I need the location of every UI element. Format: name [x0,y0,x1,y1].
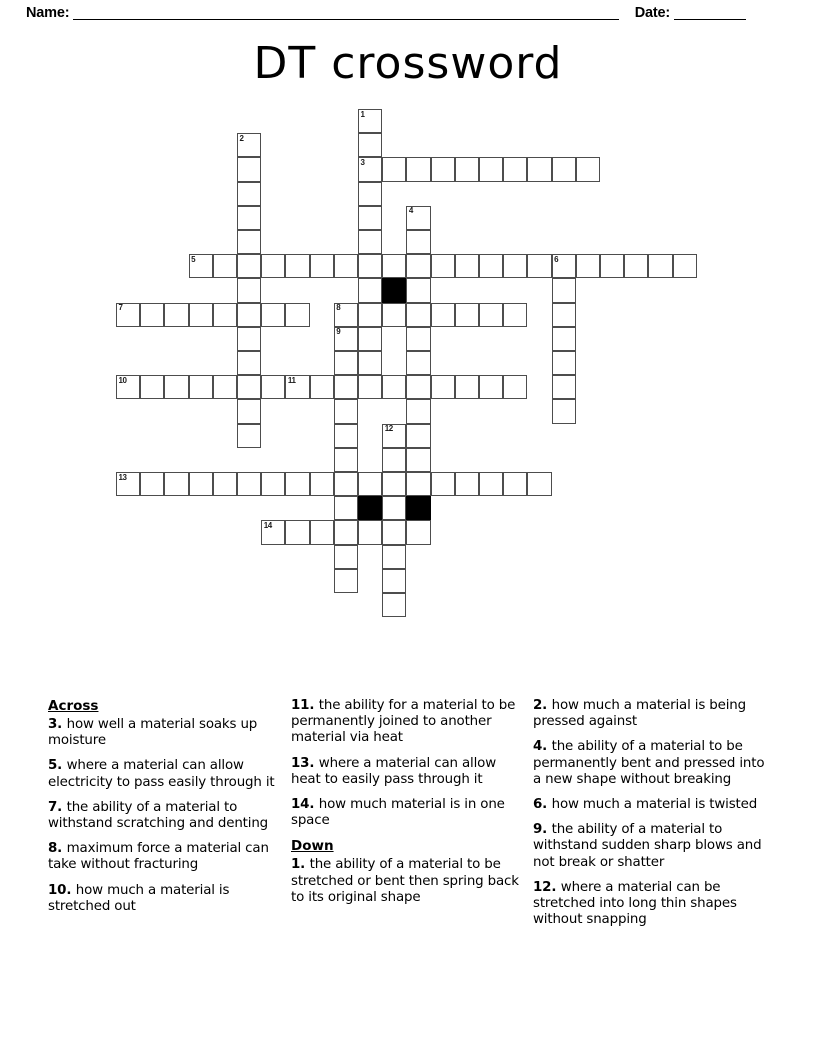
grid-cell-number: 5 [191,254,196,264]
grid-cell[interactable] [237,327,261,351]
grid-cell[interactable] [406,399,430,423]
grid-cell[interactable] [382,303,406,327]
grid-cell-number: 1 [360,109,365,119]
grid-cell[interactable] [213,472,237,496]
grid-cell[interactable] [431,254,455,278]
grid-cell[interactable] [237,230,261,254]
grid-cell[interactable] [552,351,576,375]
grid-cell[interactable] [503,472,527,496]
clue-text: where a material can be stretched into long thin shapes without snapping [533,879,737,928]
grid-cell[interactable] [673,254,697,278]
grid-cell[interactable] [189,254,213,278]
grid-cell[interactable] [261,303,285,327]
clue-text: how well a material soaks up moisture [48,717,258,749]
grid-cell[interactable] [213,254,237,278]
grid-cell[interactable] [431,303,455,327]
grid-cell[interactable] [479,375,503,399]
grid-cell[interactable] [310,375,334,399]
grid-cell[interactable] [140,375,164,399]
grid-cell[interactable] [382,472,406,496]
grid-cell[interactable] [261,254,285,278]
grid-cell[interactable] [406,206,430,230]
grid-cell[interactable] [455,157,479,181]
grid-cell[interactable] [213,375,237,399]
grid-cell-number: 3 [360,157,365,167]
grid-cell[interactable] [382,424,406,448]
clue-number: 5. [48,758,67,774]
grid-cell[interactable] [358,303,382,327]
grid-cell[interactable] [116,472,140,496]
grid-cell[interactable] [213,303,237,327]
grid-cell[interactable] [164,472,188,496]
grid-cell[interactable] [334,327,358,351]
grid-cell[interactable] [527,472,551,496]
grid-cell-number: 10 [118,375,127,385]
grid-cell[interactable] [358,133,382,157]
grid-cell[interactable] [237,278,261,302]
grid-cell[interactable] [552,278,576,302]
clue-number: 3. [48,717,67,732]
down-heading: Down [291,838,334,855]
clue-number: 13. [291,755,319,771]
clue-number: 9. [533,822,552,838]
grid-cell[interactable] [261,520,285,544]
grid-cell[interactable] [334,303,358,327]
clue-column-3 [533,698,778,937]
grid-cell[interactable] [310,520,334,544]
clue-across-14 [291,797,525,829]
page-title: DT crossword [253,38,563,89]
clue-text: how much a material is being pressed against [533,698,746,730]
clue-down-6 [533,797,770,813]
grid-cell[interactable] [334,569,358,593]
across-heading: Across [48,698,99,714]
name-label: Name: [26,5,70,21]
grid-cell-number: 7 [118,303,123,313]
grid-cell[interactable] [406,303,430,327]
clue-text: the ability of a material to be permanently bent and pressed into a new shape without breaking [533,739,765,787]
grid-cell[interactable] [334,399,358,423]
grid-cell[interactable] [285,303,309,327]
clue-across-8 [48,841,283,873]
grid-cell[interactable] [406,230,430,254]
grid-cell[interactable] [406,351,430,375]
grid-cell[interactable] [140,472,164,496]
grid-cell[interactable] [358,327,382,351]
clue-number: 2. [533,698,552,713]
grid-cell[interactable] [406,278,430,302]
grid-cell[interactable] [116,303,140,327]
grid-cell[interactable] [503,303,527,327]
grid-cell[interactable] [358,520,382,544]
grid-cell-number: 8 [336,303,341,313]
grid-cell[interactable] [164,303,188,327]
grid-cell[interactable] [358,351,382,375]
grid-cell[interactable] [431,375,455,399]
clue-number: 7. [48,799,67,815]
clue-text: the ability for a material to be permanently joined to another material via heat [291,698,516,746]
grid-cell[interactable] [576,254,600,278]
grid-cell[interactable] [527,157,551,181]
grid-cell[interactable] [285,520,309,544]
grid-cell[interactable] [382,569,406,593]
grid-cell-number: 2 [239,133,244,143]
clue-across-11 [291,698,525,747]
grid-cell[interactable] [261,375,285,399]
clue-number: 4. [533,739,552,755]
clue-across-13 [291,756,525,788]
grid-cell[interactable] [334,424,358,448]
grid-cell[interactable] [237,375,261,399]
grid-cell[interactable] [431,472,455,496]
grid-cell[interactable] [237,399,261,423]
clue-text: how much material is in one space [291,797,505,829]
grid-cell[interactable] [382,496,406,520]
clue-across-10 [48,883,283,915]
grid-cell[interactable] [237,133,261,157]
grid-cell[interactable] [334,496,358,520]
clue-text: the ability of a material to be stretched or bent then spring back to its original shape [291,857,519,905]
grid-cell[interactable] [237,424,261,448]
grid-cell[interactable] [189,375,213,399]
clue-number: 10. [48,882,76,898]
grid-cell[interactable] [382,520,406,544]
date-label: Date: [634,5,670,21]
grid-cell[interactable] [164,375,188,399]
grid-cell[interactable] [285,254,309,278]
grid-cell[interactable] [479,303,503,327]
grid-cell[interactable] [406,472,430,496]
clue-down-2 [533,698,770,730]
clue-text: the ability of a material to withstand sudden sharp blows and not break or shatter [533,822,762,870]
grid-cell[interactable] [334,545,358,569]
grid-cell[interactable] [237,157,261,181]
grid-cell[interactable] [382,593,406,617]
grid-cell[interactable] [237,303,261,327]
grid-cell[interactable] [527,254,551,278]
grid-cell[interactable] [406,424,430,448]
grid-cell[interactable] [285,375,309,399]
grid-cell[interactable] [358,472,382,496]
clue-text: the ability of a material to withstand scratching and denting [48,799,269,832]
grid-cell-number: 9 [336,327,341,337]
grid-cell[interactable] [310,472,334,496]
grid-cell[interactable] [310,254,334,278]
grid-cell[interactable] [334,520,358,544]
grid-block-cell [382,278,406,302]
grid-cell[interactable] [358,278,382,302]
grid-cell[interactable] [479,254,503,278]
grid-cell[interactable] [382,254,406,278]
grid-cell[interactable] [358,206,382,230]
clue-down-12 [533,880,770,929]
grid-cell[interactable] [431,157,455,181]
clue-text: maximum force a material can take without fracturing [48,841,269,873]
clue-down-4 [533,739,770,788]
grid-cell[interactable] [503,254,527,278]
grid-cell[interactable] [576,157,600,181]
clue-across-5 [48,758,283,790]
grid-cell[interactable] [479,157,503,181]
grid-cell[interactable] [358,230,382,254]
grid-cell[interactable] [600,254,624,278]
clue-text: how much a material is twisted [551,797,758,813]
clue-text: where a material can allow electricity to pass easily through it [48,758,275,790]
clue-text: how much a material is stretched out [48,882,230,914]
grid-cell[interactable] [552,327,576,351]
grid-cell[interactable] [237,472,261,496]
grid-cell[interactable] [382,545,406,569]
grid-cell[interactable] [382,448,406,472]
grid-cell[interactable] [334,375,358,399]
grid-cell[interactable] [382,375,406,399]
grid-cell[interactable] [552,399,576,423]
grid-cell[interactable] [406,375,430,399]
grid-cell-number: 11 [287,375,296,385]
clue-across-7 [48,800,283,832]
grid-cell[interactable] [406,157,430,181]
grid-block-cell [358,496,382,520]
grid-cell-number: 6 [554,254,559,264]
grid-cell[interactable] [455,254,479,278]
clue-number: 1. [291,857,310,873]
grid-cell[interactable] [503,375,527,399]
grid-cell[interactable] [503,157,527,181]
grid-cell[interactable] [334,351,358,375]
grid-cell[interactable] [552,303,576,327]
grid-cell[interactable] [455,375,479,399]
grid-cell[interactable] [189,303,213,327]
grid-cell[interactable] [624,254,648,278]
grid-cell[interactable] [334,448,358,472]
clue-column-1 [48,698,291,924]
grid-cell[interactable] [648,254,672,278]
grid-cell[interactable] [358,254,382,278]
grid-cell-number: 13 [118,472,127,482]
grid-cell[interactable] [406,448,430,472]
grid-cell-number: 4 [408,206,413,216]
clues-section [0,698,816,968]
grid-cell[interactable] [116,375,140,399]
grid-cell[interactable] [455,303,479,327]
grid-block-cell [406,496,430,520]
grid-cell[interactable] [552,157,576,181]
grid-cell[interactable] [406,520,430,544]
grid-cell[interactable] [237,351,261,375]
grid-cell[interactable] [334,254,358,278]
clue-down-1 [291,857,525,906]
grid-cell-number: 12 [384,424,393,434]
grid-cell[interactable] [237,206,261,230]
grid-cell[interactable] [552,254,576,278]
clue-text: where a material can allow heat to easily pass through it [291,755,496,787]
clue-number: 11. [291,698,319,713]
clue-number: 12. [533,879,561,895]
grid-cell[interactable] [358,375,382,399]
grid-cell[interactable] [358,182,382,206]
clue-number: 8. [48,841,67,857]
grid-cell[interactable] [455,472,479,496]
clue-down-9 [533,822,770,871]
clue-across-3 [48,717,283,749]
grid-cell[interactable] [406,254,430,278]
grid-cell[interactable] [358,157,382,181]
clue-number: 6. [533,797,552,813]
grid-cell[interactable] [237,182,261,206]
grid-cell[interactable] [140,303,164,327]
grid-cell[interactable] [237,254,261,278]
clue-number: 14. [291,797,319,813]
grid-cell[interactable] [552,375,576,399]
grid-cell[interactable] [261,472,285,496]
grid-cell[interactable] [479,472,503,496]
grid-cell[interactable] [189,472,213,496]
clue-column-2 [291,698,533,915]
grid-cell-number: 14 [263,520,272,530]
grid-cell[interactable] [382,157,406,181]
grid-cell[interactable] [358,109,382,133]
grid-cell[interactable] [406,327,430,351]
grid-cell[interactable] [285,472,309,496]
grid-cell[interactable] [334,472,358,496]
